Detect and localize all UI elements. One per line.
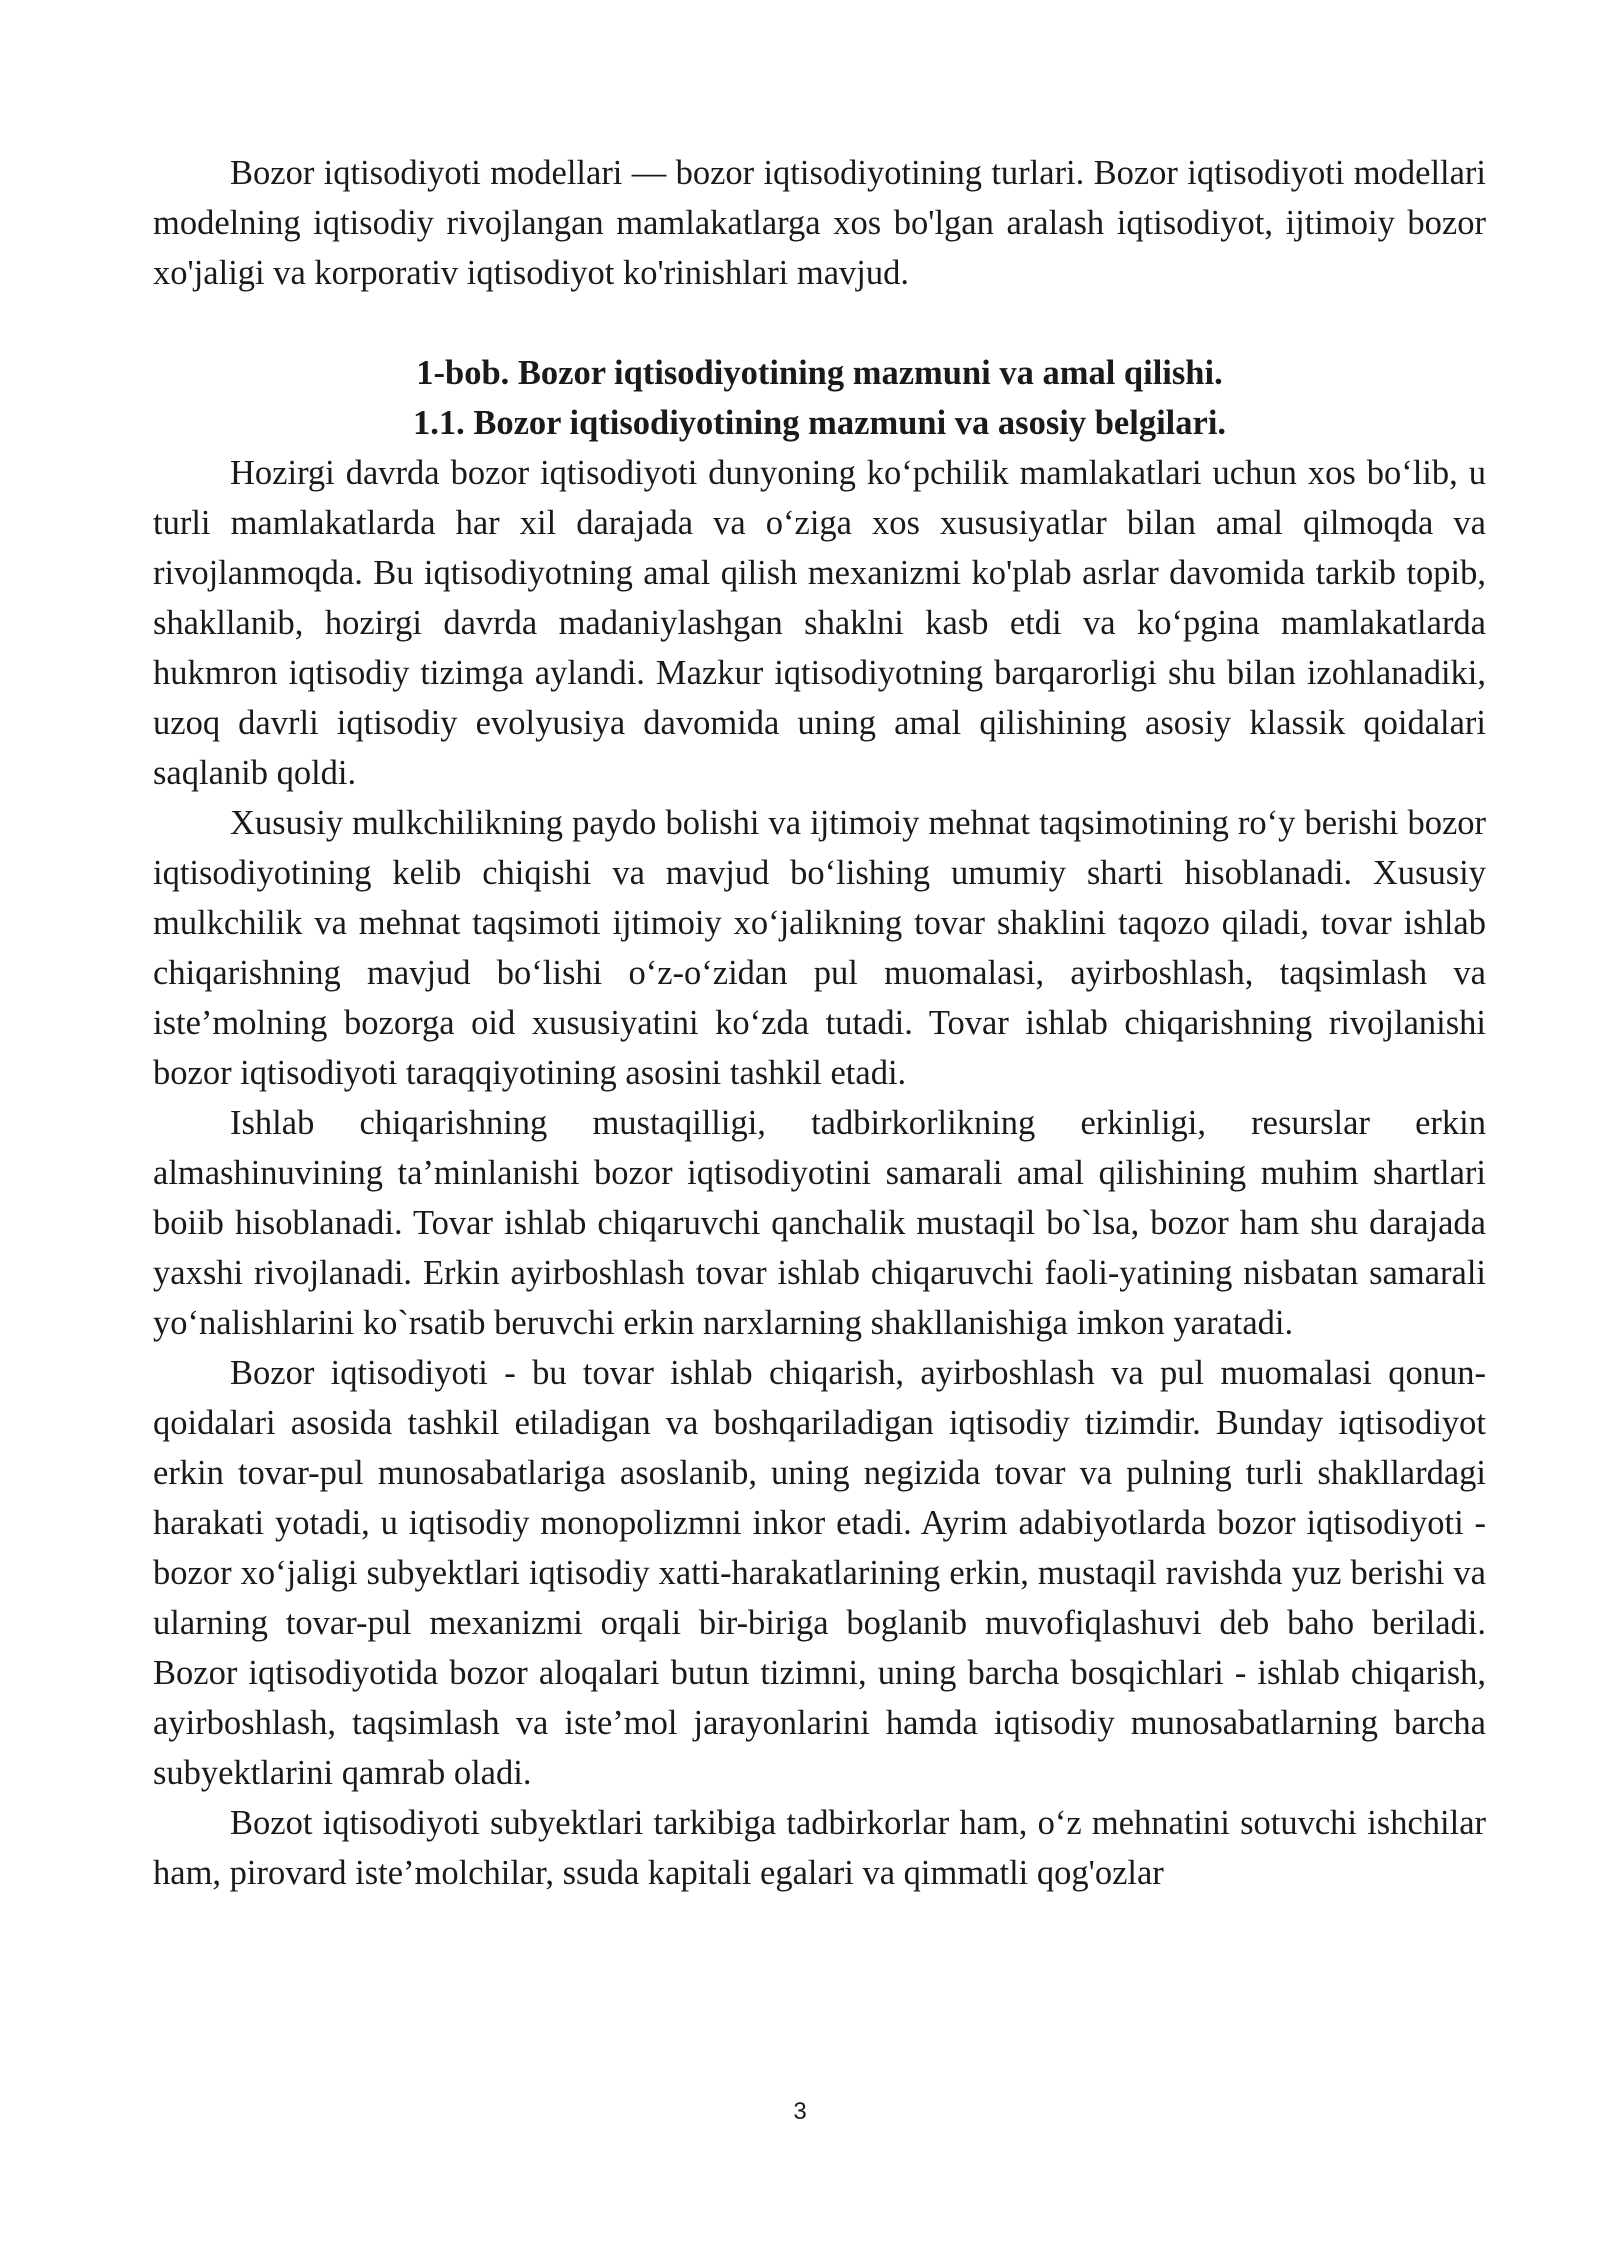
page-number: 3: [793, 2098, 807, 2125]
body-paragraph: Bozor iqtisodiyoti - bu tovar ishlab chiqarish, ayirboshlash va pul muomalasi qonun-qoidalari asosida tashkil etiladigan va boshqariladigan iqtisodiy tizimdir. Bunday iqtisodiyot erkin tovar-pul munosabatlariga asoslanib, uning negizida tovar va pulning turli shakllardagi harakati yotadi, u iqtisodiy monopolizmni inkor etadi. Ayrim adabiyotlarda bozor iqtisodiyoti - bozor xo‘jaligi subyektlari iqtisodiy xatti-harakatlarining erkin, mustaqil ravishda yuz berishi va ularning tovar-pul mexanizmi orqali bir-biriga boglanib muvofiqlashuvi deb baho beriladi. Bozor iqtisodiyotida bozor aloqalari butun tizimni, uning barcha bosqichlari - ishlab chiqarish, ayirboshlash, taqsimlash va iste’mol jarayonlarini hamda iqtisodiy munosabatlarning barcha subyektlarini qamrab oladi.: [153, 1354, 1486, 1792]
body-paragraph: Hozirgi davrda bozor iqtisodiyoti dunyoning ko‘pchilik mamlakatlari uchun xos bo‘lib, u turli mamlakatlarda har xil darajada va o‘ziga xos xususiyatlar bilan amal qilmoqda va rivojlanmoqda. Bu iqtisodiyotning amal qilish mexanizmi ko'plab asrlar davomida tarkib topib, shakllanib, hozirgi davrda madaniylashgan shaklni kasb etdi va ko‘pgina mamlakatlarda hukmron iqtisodiy tizimga aylandi. Mazkur iqtisodiyotning barqarorligi shu bilan izohlanadiki, uzoq davrli iqtisodiy evolyusiya davomida uning amal qilishining asosiy klassik qoidalari saqlanib qoldi.: [153, 454, 1486, 792]
body-paragraph: Ishlab chiqarishning mustaqilligi, tadbirkorlikning erkinligi, resurslar erkin almashinuvining ta’minlanishi bozor iqtisodiyotini samarali amal qilishining muhim shartlari boiib hisoblanadi. Tovar ishlab chiqaruvchi qanchalik mustaqil bo`lsa, bozor ham shu darajada yaxshi rivojlanadi. Erkin ayirboshlash tovar ishlab chiqaruvchi faoli-yatining nisbatan samarali yo‘nalishlarini ko`rsatib beruvchi erkin narxlarning shakllanishiga imkon yaratadi.: [153, 1104, 1486, 1342]
intro-paragraph: Bozor iqtisodiyoti modellari — bozor iqtisodiyotining turlari. Bozor iqtisodiyoti modellari modelning iqtisodiy rivojlangan mamlakatlarga xos bo'lgan aralash iqtisodiyot, ijtimoiy bozor xo'jaligi va korporativ iqtisodiyot ko'rinishlari mavjud.: [153, 154, 1486, 292]
body-paragraph: Xususiy mulkchilikning paydo bolishi va ijtimoiy mehnat taqsimotining ro‘y berishi bozor iqtisodiyotining kelib chiqishi va mavjud bo‘lishing umumiy sharti hisoblanadi. Xususiy mulkchilik va mehnat taqsimoti ijtimoiy xo‘jalikning tovar shaklini taqozo qiladi, tovar ishlab chiqarishning mavjud bo‘lishi o‘z-o‘zidan pul muomalasi, ayirboshlash, taqsimlash va iste’molning bozorga oid xususiyatini ko‘zda tutadi. Tovar ishlab chiqarishning rivojlanishi bozor iqtisodiyoti taraqqiyotining asosini tashkil etadi.: [153, 804, 1486, 1092]
page-body: [153, 148, 1486, 1898]
body-paragraph: Bozot iqtisodiyoti subyektlari tarkibiga tadbirkorlar ham, o‘z mehnatini sotuvchi ishchilar ham, pirovard iste’molchilar, ssuda kapitali egalari va qimmatli qog'ozlar: [153, 1804, 1486, 1892]
chapter-heading: 1-bob. Bozor iqtisodiyotining mazmuni va amal qilishi.: [416, 354, 1223, 392]
section-heading: 1.1. Bozor iqtisodiyotining mazmuni va asosiy belgilari.: [412, 404, 1227, 442]
